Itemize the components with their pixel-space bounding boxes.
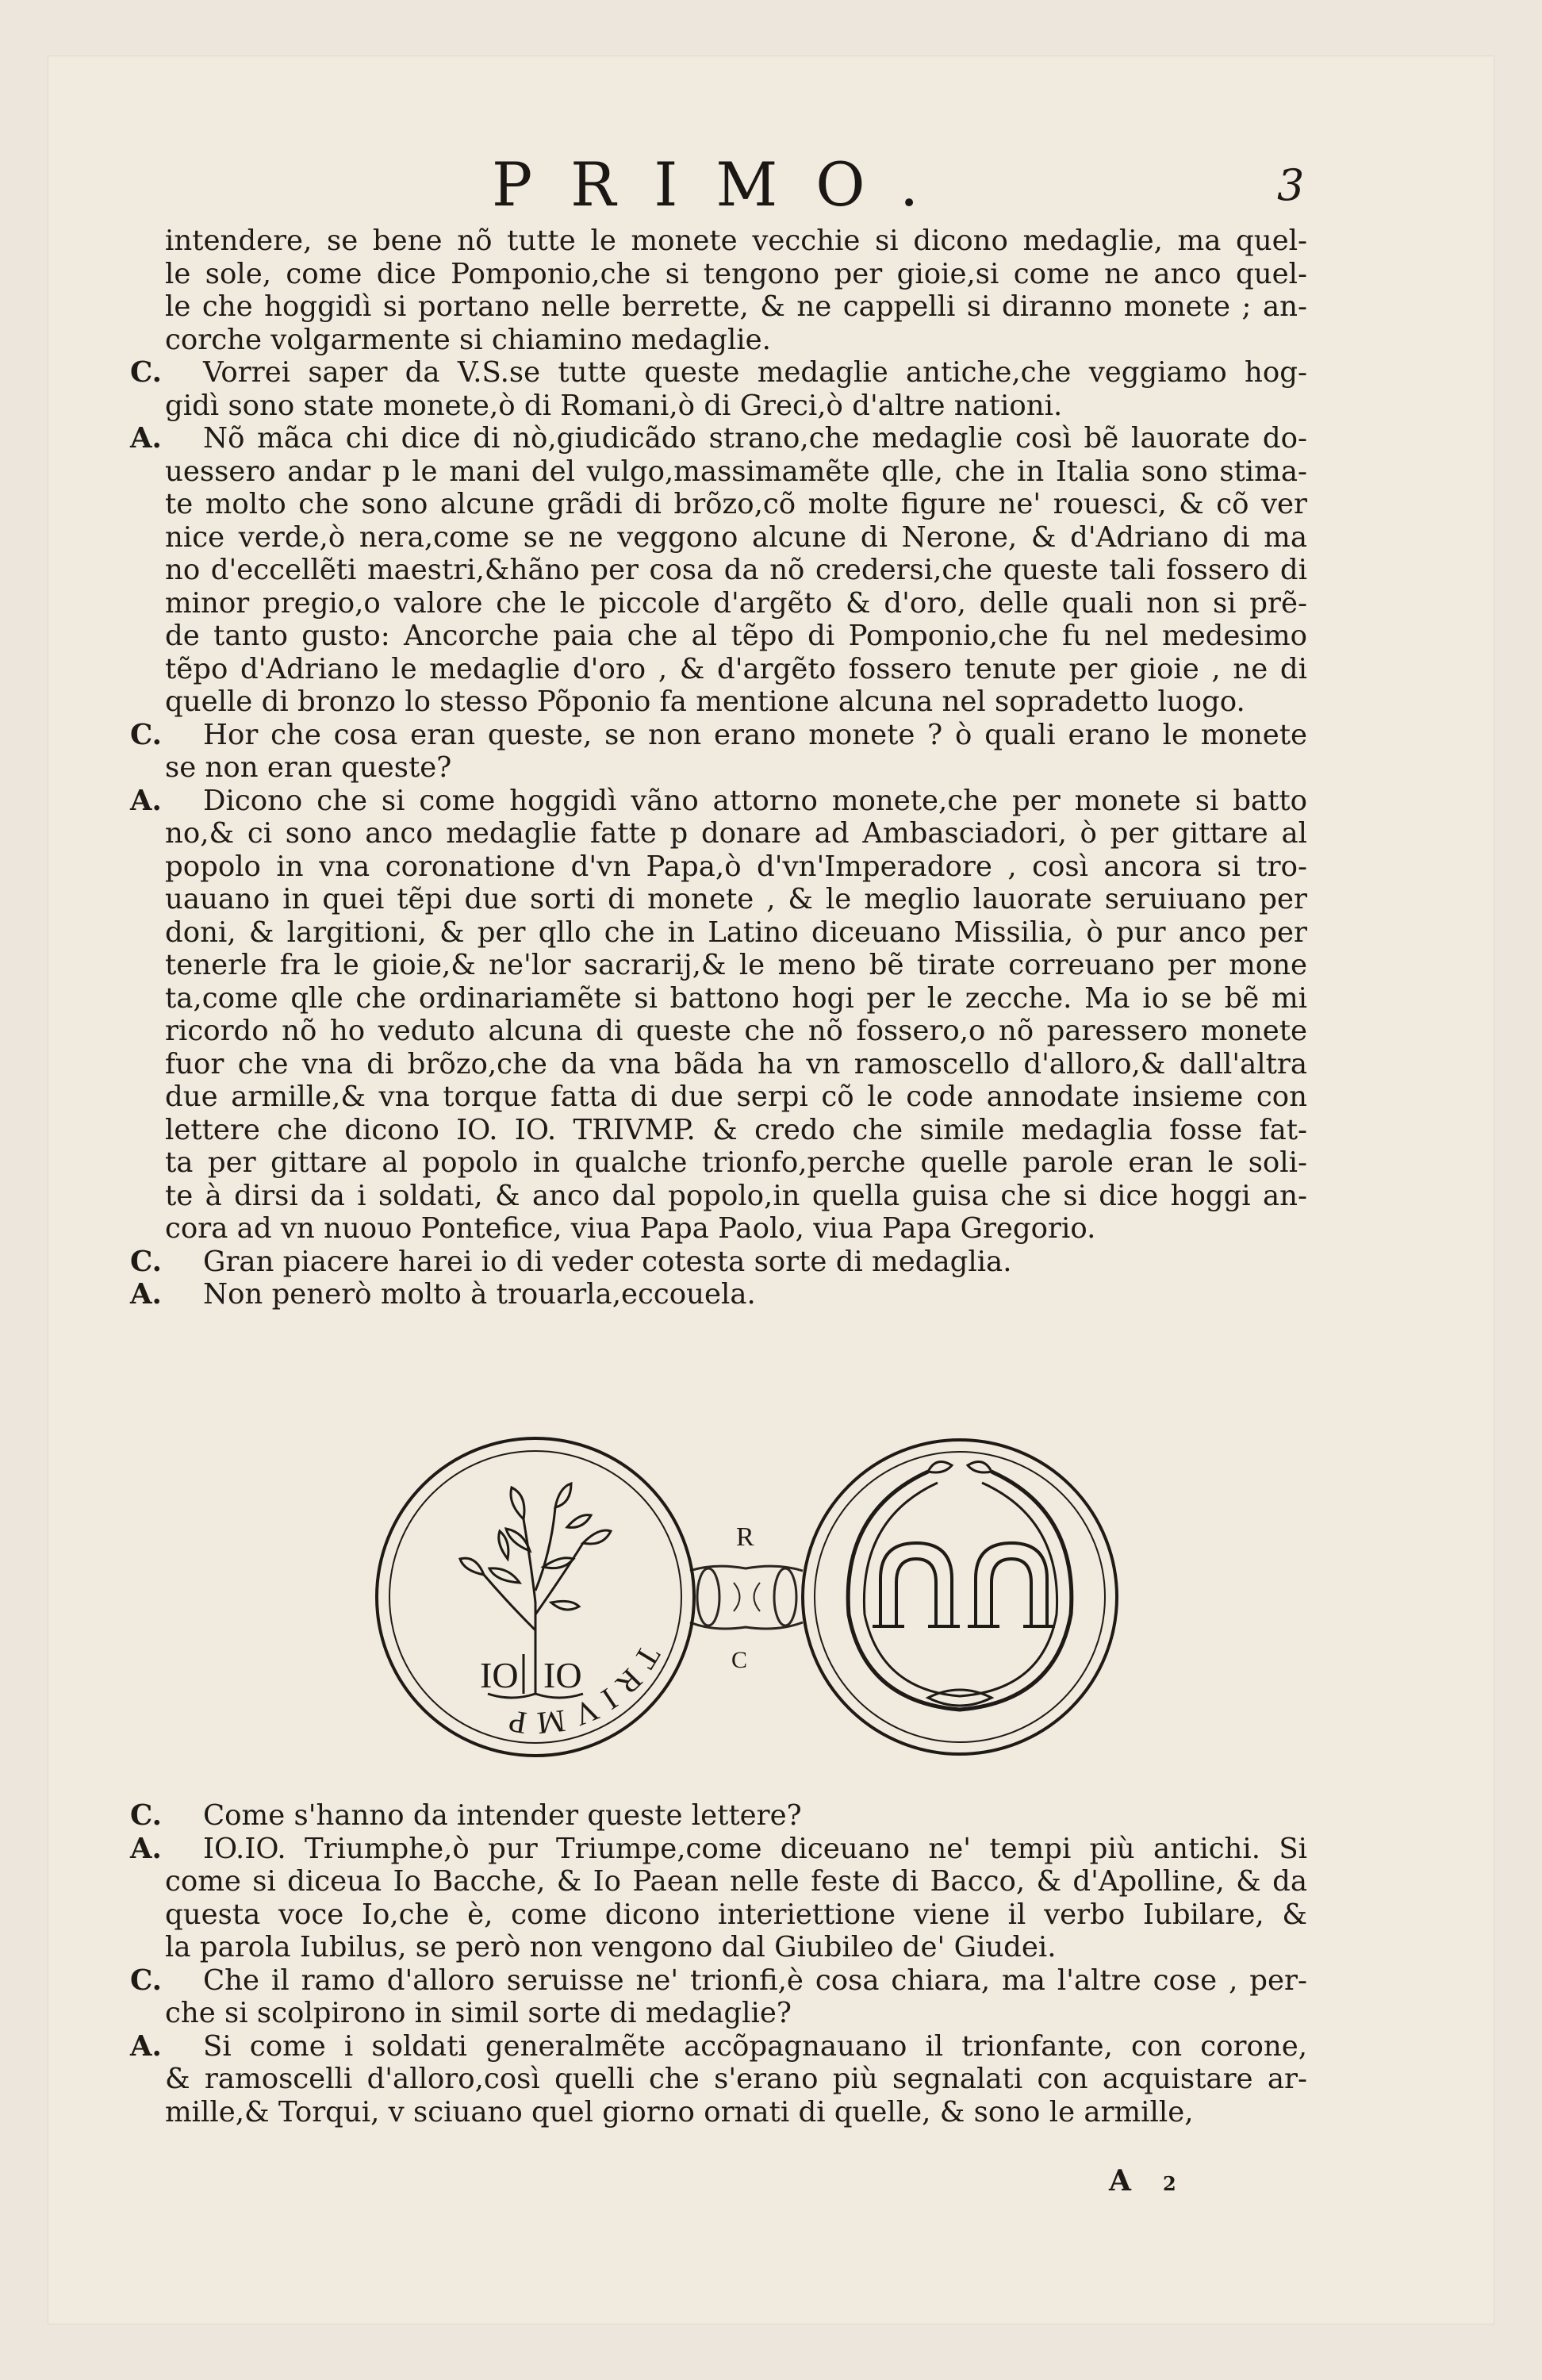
text-line: Che il ramo d'alloro seruisse ne' trionfi,è cosa chiara, ma l'altre cose , per- (203, 1964, 1307, 1997)
text-line: popolo in vna coronatione d'vn Papa,ò d'vn'Imperadore , così ancora si tro- (165, 850, 1307, 883)
obverse-legend-right: IO (543, 1655, 582, 1695)
speaker-marker: A. (130, 1832, 162, 1865)
text-line: nice verde,ò nera,come se ne veggono alcune di Nerone, & d'Adriano di ma (165, 520, 1307, 554)
text-line: fuor che vna di brõzo,che da vna bãda ha vn ramoscello d'alloro,& dall'altra (165, 1047, 1307, 1081)
paragraph (130, 1832, 1307, 1964)
armille-icon (873, 1543, 1055, 1626)
text-line: la parola Iubilus, se però non vengono dal Giubileo de' Giudei. (165, 1931, 1057, 1964)
paragraph (130, 2029, 1307, 2129)
text-line: Nõ mãca chi dice di nò,giudicãdo strano,che medaglie così bẽ lauorate do- (203, 422, 1307, 455)
signature-letter: A (1109, 2164, 1131, 2198)
text-line: Non penerò molto à trouarla,eccouela. (203, 1278, 756, 1311)
text-line: Come s'hanno da intender queste lettere? (203, 1799, 802, 1832)
coin-obverse (377, 1438, 694, 1756)
page-header (0, 149, 1542, 221)
text-line: gidì sono state monete,ò di Romani,ò di Greci,ò d'altre nationi. (165, 389, 1063, 422)
text-line: questa voce Io,che è, come dicono interiettione viene il verbo Iubilare, & (165, 1898, 1307, 1931)
text-line: minor pregio,o valore che le piccole d'argẽto & d'oro, delle quali non si prẽ- (165, 586, 1307, 620)
speaker-marker: C. (130, 1245, 162, 1278)
speaker-marker: C. (130, 718, 162, 751)
speaker-marker: A. (130, 422, 162, 455)
text-line: come si diceua Io Bacche, & Io Paean nelle feste di Bacco, & d'Apolline, & da (165, 1865, 1307, 1898)
text-line: Dicono che si come hoggidì vãno attorno monete,che per monete si batto (203, 784, 1307, 817)
text-line: tẽpo d'Adriano le medaglie d'oro , & d'argẽto fossero tenute per gioie , ne di (165, 652, 1307, 685)
text-line: intendere, se bene nõ tutte le monete vecchie si dicono medaglie, ma quel- (165, 225, 1307, 257)
paragraph (130, 1278, 1307, 1311)
paragraph (130, 784, 1307, 1246)
coin-reverse (803, 1440, 1117, 1754)
speaker-marker: C. (130, 1964, 162, 1997)
paragraph (130, 1245, 1307, 1279)
text-line: se non eran queste? (165, 751, 452, 784)
speaker-marker: C. (130, 356, 162, 389)
text-line: & ramoscelli d'alloro,così quelli che s'erano più segnalati con acquistare ar- (165, 2063, 1307, 2095)
text-line: IO.IO. Triumphe,ò pur Triumpe,come diceuano ne' tempi più antichi. Si (203, 1832, 1307, 1865)
speaker-marker: A. (130, 2029, 162, 2063)
mark-bottom: C (731, 1647, 748, 1673)
text-line: no,& ci sono anco medaglie fatte p donare ad Ambasciadori, ò per gittare al (165, 817, 1307, 850)
text-line: che si scolpirono in simil sorte di medaglie? (165, 1997, 792, 2029)
text-line: Gran piacere harei io di veder cotesta sorte di medaglia. (203, 1245, 1012, 1278)
text-line: cora ad vn nuouo Pontefice, viua Papa Paolo, viua Papa Gregorio. (165, 1212, 1096, 1245)
text-line: le che hoggidì si portano nelle berrette, & ne cappelli si diranno monete ; an- (165, 290, 1307, 323)
paragraph (130, 1964, 1307, 2030)
bottom-text-block (130, 1799, 1307, 2129)
text-line: no d'eccellẽti maestri,&hãno per cosa da nõ credersi,che queste tali fossero di (165, 554, 1307, 586)
paragraph (130, 356, 1307, 422)
coin-bridge (690, 1566, 803, 1629)
text-line: te molto che sono alcune grãdi di brõzo,cõ molte figure ne' rouesci, & cõ ver (165, 488, 1307, 520)
text-line: mille,& Torqui, v sciuano quel giorno ornati di quelle, & sono le armille, (165, 2095, 1194, 2129)
text-line: ta per gittare al popolo in qualche trionfo,perche quelle parole eran le soli- (165, 1146, 1307, 1179)
text-line: Si come i soldati generalmẽte accõpagnauano il trionfante, con corone, (203, 2029, 1307, 2063)
text-line: doni, & largitioni, & per qllo che in Latino diceuano Missilia, ò pur anco per (165, 916, 1307, 949)
signature-number: 2 (1162, 2172, 1176, 2195)
text-line: Hor che cosa eran queste, se non erano monete ? ò quali erano le monete (203, 718, 1307, 751)
speaker-marker: A. (130, 1278, 162, 1311)
text-line: corche volgarmente si chiamino medaglie. (165, 323, 771, 356)
obverse-rim-text: TRIVMP (498, 1639, 668, 1743)
paragraph (130, 718, 1307, 785)
text-line: te à dirsi da i soldati, & anco dal popolo,in quella guisa che si dice hoggi an- (165, 1179, 1307, 1212)
text-line: tenerle fra le gioie,& ne'lor sacrarij,& le meno bẽ tirate correuano per mone (165, 949, 1307, 981)
text-line: uauano in quei tẽpi due sorti di monete , & le meglio lauorate seruiuano per (165, 883, 1307, 916)
top-text-block (130, 225, 1307, 1311)
text-line: ricordo nõ ho veduto alcuna di queste che nõ fossero,o nõ paressero monete (165, 1015, 1307, 1047)
text-line: quelle di bronzo lo stesso Põponio fa mentione alcuna nel sopradetto luogo. (165, 685, 1245, 718)
text-line: ta,come qlle che ordinariamẽte si battono hogi per le zecche. Ma io se bẽ mi (165, 981, 1307, 1015)
text-line: uessero andar p le mani del vulgo,massimamẽte qlle, che in Italia sono stima- (165, 455, 1307, 488)
text-line: de tanto gusto: Ancorche paia che al tẽpo di Pomponio,che fu nel medesimo (165, 620, 1307, 652)
coin-illustration (373, 1432, 1118, 1765)
paragraph (130, 1799, 1307, 1833)
speaker-marker: C. (130, 1799, 162, 1832)
paragraph (130, 422, 1307, 719)
paragraph (165, 225, 1307, 356)
text-line: le sole, come dice Pomponio,che si tengono per gioie,si come ne anco quel- (165, 257, 1307, 290)
obverse-legend-left: IO (480, 1655, 519, 1695)
page-number: 3 (1277, 160, 1305, 210)
running-title: PRIMO. (492, 149, 957, 220)
signature-mark (1109, 2164, 1176, 2198)
mark-top: R (736, 1522, 754, 1552)
speaker-marker: A. (130, 784, 162, 817)
text-line: Vorrei saper da V.S.se tutte queste medaglie antiche,che veggiamo hog- (203, 356, 1307, 389)
text-line: lettere che dicono IO. IO. TRIVMP. & credo che simile medaglia fosse fat- (165, 1113, 1307, 1146)
text-line: due armille,& vna torque fatta di due serpi cõ le code annodate insieme con (165, 1081, 1307, 1113)
